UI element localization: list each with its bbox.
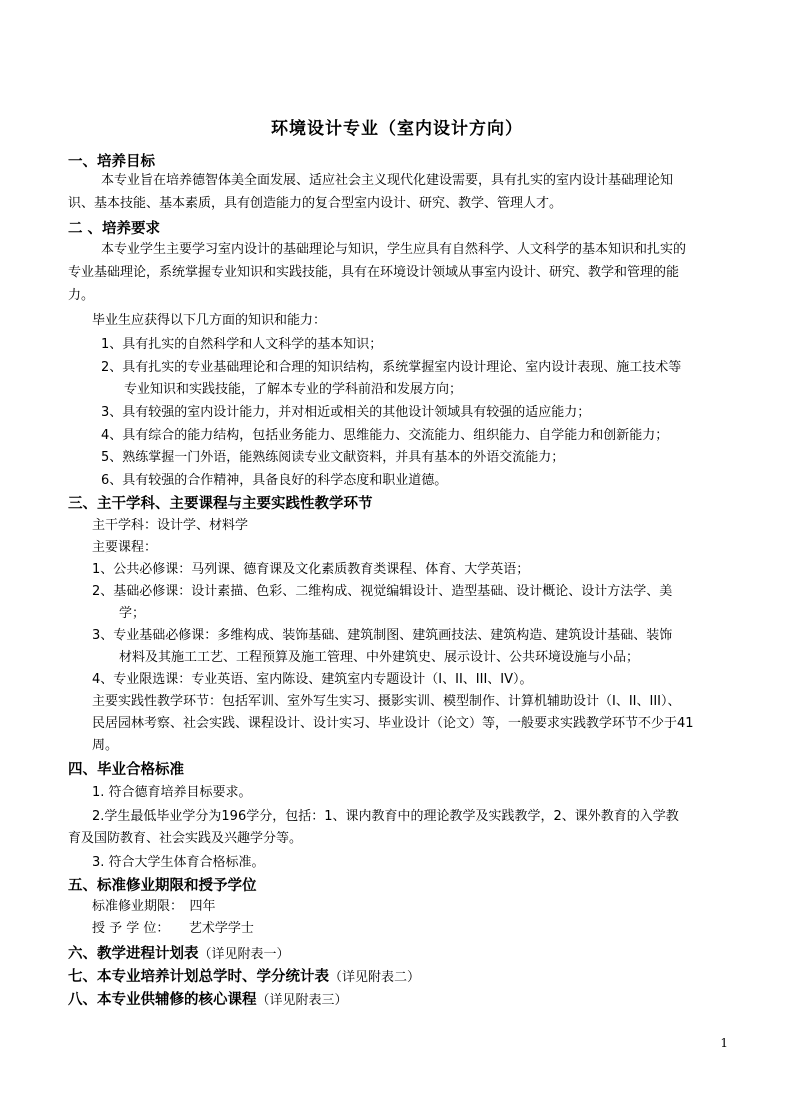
list-item: 1、具有扎实的自然科学和人文科学的基本知识；	[101, 337, 383, 352]
paragraph-intro: 毕业生应获得以下几方面的知识和能力：	[92, 313, 327, 328]
degree-line: 授 予 学 位： 艺术学学士	[92, 921, 254, 936]
list-item: 5、熟练掌握一门外语，能熟练阅读专业文献资料，并具有基本的外语交流能力；	[101, 450, 565, 465]
heading-note: （详见附表二）	[329, 970, 421, 985]
list-item: 3. 符合大学生体育合格标准。	[92, 855, 265, 870]
heading-teaching-schedule	[68, 942, 290, 963]
list-item: 2.学生最低毕业学分为196学分，包括：1、课内教育中的理论教学及实践教学，2、课外教育的入学教	[92, 809, 679, 824]
heading-note: （详见附表一）	[198, 947, 290, 962]
paragraph-line: 本专业旨在培养德智体美全面发展、适应社会主义现代化建设需要，具有扎实的室内设计基础理论知	[101, 173, 674, 188]
list-item-continuation: 材料及其施工工艺、工程预算及施工管理、中外建筑史、展示设计、公共环境设施与小品；	[119, 650, 640, 665]
heading-minor-core-courses	[68, 988, 348, 1009]
list-item: 3、专业基础必修课：多维构成、装饰基础、建筑制图、建筑画技法、建筑构造、建筑设计基础、装饰	[92, 628, 673, 643]
paragraph-line: 民居园林考察、社会实践、课程设计、设计实习、毕业设计（论文）等，一般要求实践教学环节不少于41	[92, 716, 694, 731]
paragraph-line: 主干学科：设计学、材料学	[92, 518, 249, 533]
heading-training-requirements: 二 、培养要求	[68, 221, 161, 237]
heading-credit-statistics	[68, 965, 420, 986]
list-item: 4、专业限选课：专业英语、室内陈设、建筑室内专题设计（I、II、III、IV）。	[92, 672, 533, 687]
heading-text: 八、本专业供辅修的核心课程	[68, 992, 257, 1008]
heading-text: 六、教学进程计划表	[68, 946, 199, 962]
list-item: 6、具有较强的合作精神，具备良好的科学态度和职业道德。	[101, 473, 448, 488]
paragraph-line: 周。	[92, 738, 119, 753]
paragraph-line: 专业基础理论，系统掌握专业知识和实践技能，具有在环境设计领域从事室内设计、研究、教学和管理的能	[68, 265, 680, 280]
paragraph-line: 主要实践性教学环节：包括军训、室外写生实习、摄影实训、模型制作、计算机辅助设计（I、II、III）、	[92, 694, 681, 709]
study-period-line: 标准修业期限： 四年	[92, 899, 216, 914]
paragraph-line: 主要课程：	[92, 540, 158, 555]
page-number: 1	[720, 1036, 728, 1050]
heading-training-goal: 一、培养目标	[68, 154, 155, 170]
heading-disciplines-courses: 三、主干学科、主要课程与主要实践性教学环节	[68, 496, 373, 512]
paragraph-line: 力。	[68, 288, 95, 303]
page-title: 环境设计专业（室内设计方向）	[271, 119, 523, 139]
heading-note: （详见附表三）	[256, 993, 348, 1008]
list-item: 4、具有综合的能力结构，包括业务能力、思维能力、交流能力、组织能力、自学能力和创新能力；	[101, 428, 669, 443]
paragraph-line: 本专业学生主要学习室内设计的基础理论与知识，学生应具有自然科学、人文科学的基本知识和扎实的	[101, 242, 687, 257]
heading-graduation-standards: 四、毕业合格标准	[68, 762, 184, 778]
list-item: 2、具有扎实的专业基础理论和合理的知识结构，系统掌握室内设计理论、室内设计表现、施工技术等	[101, 360, 682, 375]
list-item: 1. 符合德育培养目标要求。	[92, 785, 252, 800]
heading-text: 七、本专业培养计划总学时、学分统计表	[68, 969, 329, 985]
list-item-continuation: 学；	[119, 606, 146, 621]
list-item: 3、具有较强的室内设计能力，并对相近或相关的其他设计领域具有较强的适应能力；	[101, 405, 591, 420]
paragraph-line: 识、基本技能、基本素质，具有创造能力的复合型室内设计、研究、教学、管理人才。	[68, 196, 563, 211]
list-item-continuation: 专业知识和实践技能，了解本专业的学科前沿和发展方向；	[124, 382, 463, 397]
list-item: 2、基础必修课：设计素描、色彩、二维构成、视觉编辑设计、造型基础、设计概论、设计方法学、美	[92, 584, 673, 599]
heading-study-period-degree: 五、标准修业期限和授予学位	[68, 878, 257, 894]
list-item: 1、公共必修课：马列课、德育课及文化素质教育类课程、体育、大学英语；	[92, 562, 530, 577]
list-item-continuation: 育及国防教育、社会实践及兴趣学分等。	[68, 831, 303, 846]
